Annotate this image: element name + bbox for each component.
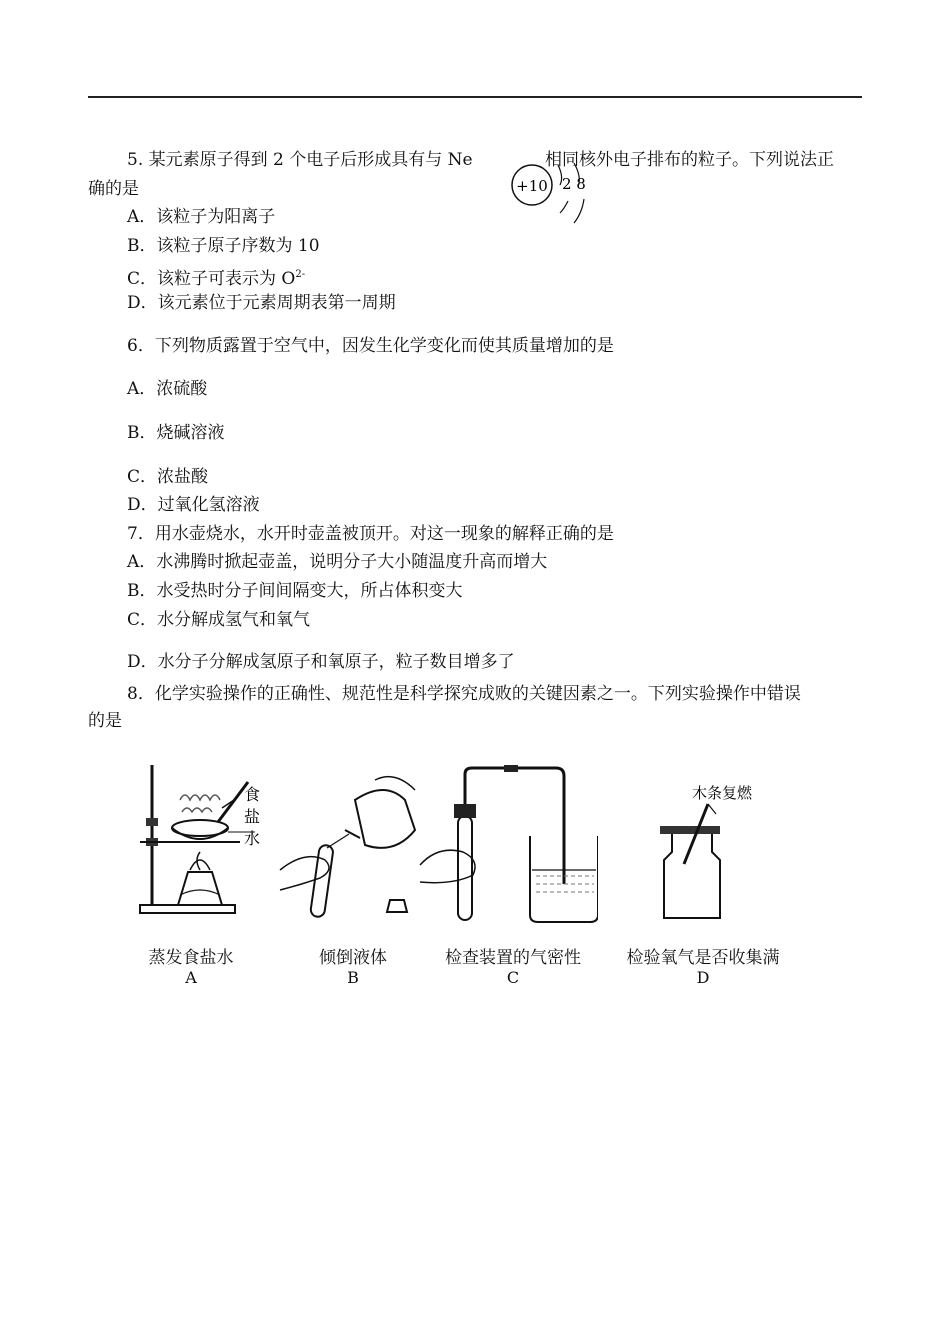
figure-b-caption: 倾倒液体 bbox=[319, 948, 387, 968]
q5-option-a: A．该粒子为阳离子 bbox=[127, 207, 276, 227]
q6-option-c: C．浓盐酸 bbox=[127, 467, 209, 487]
q7-option-d: D．水分子分解成氢原子和氧原子，粒子数目增多了 bbox=[127, 652, 515, 672]
figure-b-letter: B bbox=[347, 968, 359, 987]
header-rule bbox=[88, 96, 862, 98]
rubber-stopper bbox=[454, 804, 476, 818]
q6-stem: 6．下列物质露置于空气中，因发生化学变化而使其质量增加的是 bbox=[127, 336, 614, 356]
figure-d-caption: 检验氧气是否收集满 bbox=[626, 948, 780, 968]
figure-c-caption: 检查装置的气密性 bbox=[445, 948, 581, 968]
atom-structure-diagram bbox=[510, 163, 600, 233]
q5-option-c-superscript: 2- bbox=[295, 269, 306, 280]
hand-upper bbox=[375, 777, 415, 790]
q6-option-a: A．浓硫酸 bbox=[127, 379, 208, 399]
figure-a-label-1: 食 bbox=[244, 785, 261, 804]
q5-stem-part1: 5. 某元素原子得到 2 个电子后形成具有与 Ne bbox=[127, 150, 473, 170]
glass-plate bbox=[660, 826, 720, 834]
reagent-bottle bbox=[355, 790, 415, 848]
q5-option-c-text: C．该粒子可表示为 O bbox=[127, 269, 296, 289]
test-tube bbox=[458, 816, 472, 920]
q5-option-d: D．该元素位于元素周期表第一周期 bbox=[127, 293, 396, 313]
q8-stem-line1: 8．化学实验操作的正确性、规范性是科学探究成败的关键因素之一。下列实验操作中错误 bbox=[127, 684, 801, 704]
atom-nucleus-text: +10 bbox=[516, 177, 548, 195]
stand-base bbox=[140, 905, 235, 913]
pour-stream bbox=[327, 834, 349, 848]
shell-arc-bottom-1 bbox=[560, 201, 568, 213]
q5-stem-part2: 相同核外电子排布的粒子。下列说法正 bbox=[545, 150, 834, 170]
figure-c-airtightness bbox=[418, 760, 598, 930]
shell-arc-top-1 bbox=[558, 165, 562, 185]
figure-a-letter: A bbox=[185, 968, 197, 987]
q5-stem-line2: 确的是 bbox=[88, 179, 139, 199]
figure-c-letter: C bbox=[506, 968, 520, 987]
figure-d-label: 木条复燃 bbox=[692, 784, 753, 802]
q5-option-b: B．该粒子原子序数为 10 bbox=[127, 236, 320, 256]
hand-lower bbox=[280, 857, 329, 890]
shell-arc-bottom-2 bbox=[574, 199, 584, 223]
figure-d-oxygen-check bbox=[612, 760, 792, 930]
q6-option-d: D．过氧化氢溶液 bbox=[127, 495, 260, 515]
delivery-tube bbox=[465, 768, 564, 884]
q5-option-c bbox=[127, 264, 305, 290]
q7-option-a: A．水沸腾时掀起壶盖，说明分子大小随温度升高而增大 bbox=[127, 552, 548, 572]
alcohol-lamp bbox=[178, 872, 222, 905]
hand bbox=[420, 850, 475, 883]
tube-joint bbox=[504, 765, 518, 772]
steam-swirls bbox=[180, 795, 220, 800]
bottle-stopper bbox=[387, 900, 407, 912]
q7-stem: 7．用水壶烧水，水开时壶盖被顶开。对这一现象的解释正确的是 bbox=[127, 524, 614, 544]
figure-d-letter: D bbox=[696, 968, 710, 987]
figure-a-label-2: 盐 bbox=[244, 807, 261, 826]
figure-a-label-3: 水 bbox=[244, 829, 261, 848]
clamp-upper bbox=[146, 818, 158, 826]
q7-option-c: C．水分解成氢气和氧气 bbox=[127, 610, 311, 630]
q6-option-b: B．烧碱溶液 bbox=[127, 423, 225, 443]
figure-a-caption: 蒸发食盐水 bbox=[148, 948, 234, 968]
q7-option-b: B．水受热时分子间间隔变大，所占体积变大 bbox=[127, 581, 463, 601]
atom-shells-text: 2 8 bbox=[562, 175, 586, 193]
q8-stem-line2: 的是 bbox=[88, 711, 122, 731]
